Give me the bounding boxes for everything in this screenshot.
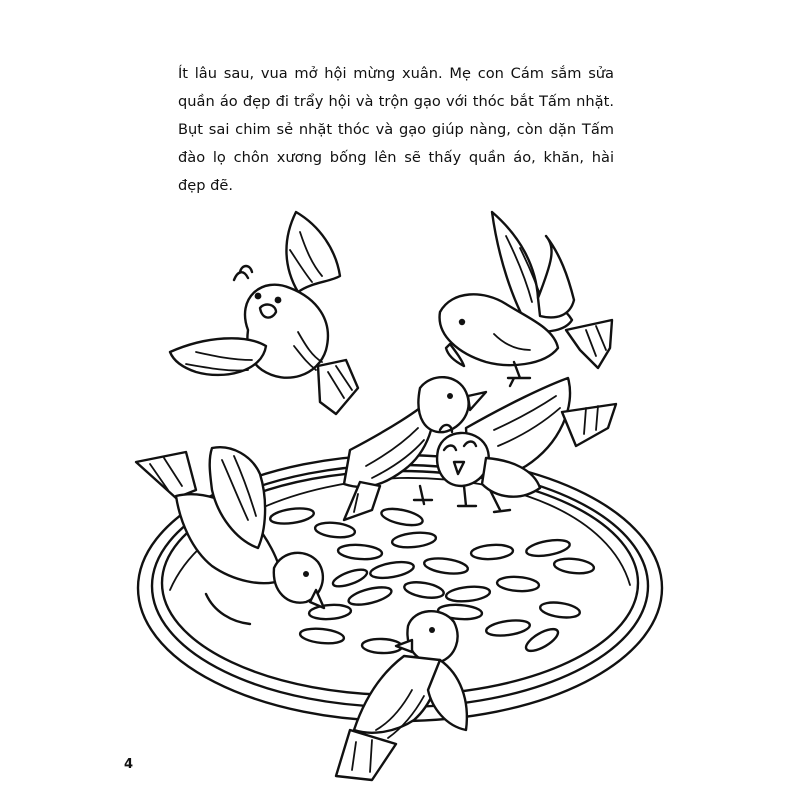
rice-grain-icon (423, 556, 469, 576)
story-line: đào lọ chôn xương bống lên sẽ thấy quần áo, khăn, hài (178, 149, 614, 166)
rice-grain-icon (269, 506, 315, 526)
rice-grain-icon (309, 604, 352, 621)
rice-grain-icon (403, 580, 445, 601)
rice-grain-icon (299, 627, 344, 646)
rice-grain-icon (391, 531, 436, 550)
rice-grain-icon (338, 543, 383, 560)
rice-grain-icon (369, 559, 415, 580)
story-line: Ít lâu sau, vua mở hội mừng xuân. Mẹ con Cám sắm sửa (178, 65, 614, 82)
rice-grain-icon (445, 585, 490, 604)
page-number: 4 (124, 757, 134, 772)
sparrow-icon (170, 212, 358, 414)
rice-grain-icon (553, 557, 594, 575)
rice-grain-icon (471, 544, 514, 561)
rice-grain-icon (523, 625, 561, 655)
rice-grain-icon (314, 521, 355, 539)
rice-grain-icon (525, 537, 571, 558)
story-line: Bụt sai chim sẻ nhặt thóc và gạo giúp nàng, còn dặn Tấm (178, 121, 614, 138)
rice-grain-icon (331, 566, 369, 590)
rice-grain-icon (347, 584, 393, 608)
rice-grain-icon (497, 576, 540, 593)
story-line: quần áo đẹp đi trẩy hội và trộn gạo với thóc bắt Tấm nhặt. (178, 93, 614, 110)
sparrow-icon (336, 611, 467, 780)
story-line: đẹp đẽ. (178, 177, 234, 194)
rice-grain-icon (539, 600, 581, 619)
sparrow-icon (440, 212, 612, 386)
rice-grain-icon (380, 506, 424, 528)
rice-grain-icon (485, 618, 531, 638)
